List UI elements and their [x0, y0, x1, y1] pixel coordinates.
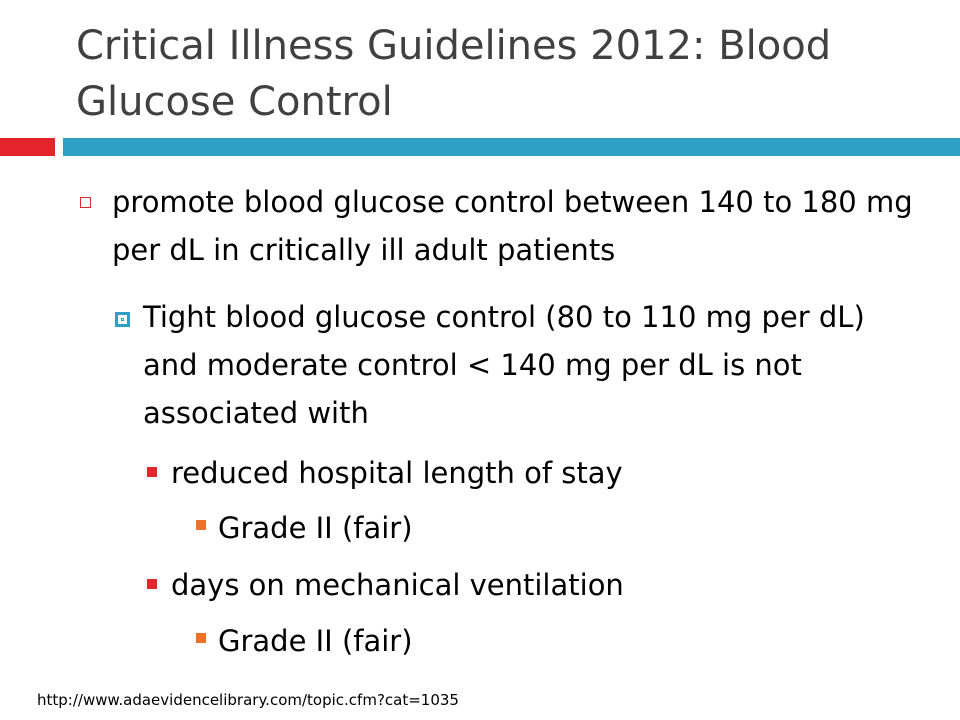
framed-square-bullet-icon — [115, 312, 130, 327]
filled-square-bullet-icon — [147, 579, 157, 589]
filled-square-bullet-icon — [147, 467, 157, 477]
hollow-square-bullet-icon — [80, 197, 91, 208]
source-link[interactable]: http://www.adaevidencelibrary.com/topic.cfm?cat=1035 — [37, 691, 459, 709]
bullet-level-3: reduced hospital length of stay — [171, 456, 623, 490]
title-divider-blue — [63, 138, 960, 156]
filled-square-bullet-icon — [196, 633, 206, 643]
bullet-level-1: promote blood glucose control between 140 to 180 mg per dL in critically ill adult patients — [112, 185, 913, 267]
filled-square-bullet-icon — [196, 520, 206, 530]
bullet-level-4: Grade II (fair) — [218, 511, 413, 545]
slide-title: Critical Illness Guidelines 2012: Blood Glucose Control — [76, 23, 832, 125]
bullet-level-4: Grade II (fair) — [218, 624, 413, 658]
bullet-level-2: Tight blood glucose control (80 to 110 mg per dL) and moderate control < 140 mg per dL is not associated with — [143, 300, 865, 430]
bullet-level-3: days on mechanical ventilation — [171, 568, 624, 602]
title-divider-red — [0, 138, 55, 156]
